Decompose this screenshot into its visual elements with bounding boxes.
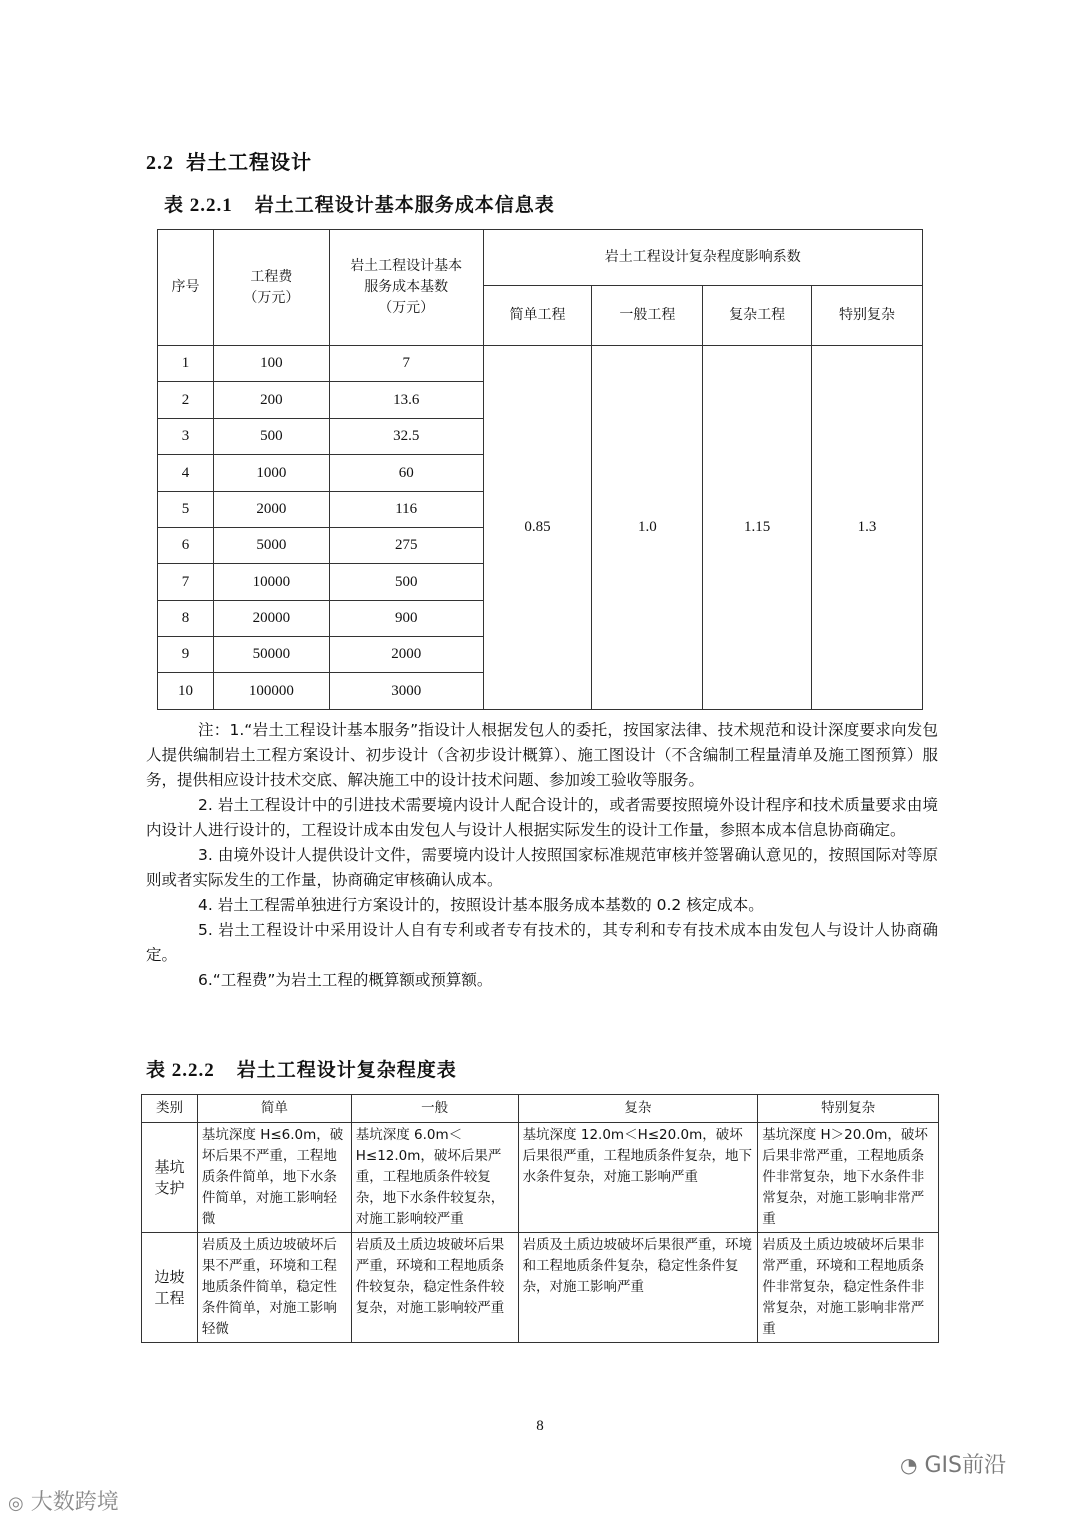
row-category-line2: 工程 [154,1288,185,1307]
complexity-table [141,1094,939,1343]
row-base: 900 [329,601,483,637]
row-fee: 50000 [213,637,329,673]
row-seq: 4 [158,455,214,492]
table-row [158,346,923,382]
note-4: 4. 岩土工程需单独进行方案设计的，按照设计基本服务成本基数的 0.2 核定成本。 [198,896,764,914]
table2-caption-number: 表 2.2.2 [146,1060,215,1081]
row-fee: 20000 [213,601,329,637]
coef-simple: 0.85 [483,346,592,710]
row-seq: 10 [158,673,214,710]
row-seq: 5 [158,492,214,528]
row-fee: 2000 [213,492,329,528]
header-category: 类别 [142,1095,198,1123]
row-base: 500 [329,564,483,601]
section-title: 岩土工程设计 [186,150,312,174]
page-number: 8 [536,1418,544,1434]
table2-caption [146,1055,457,1082]
cell-general: 基坑深度 6.0m＜H≤12.0m，破坏后果严重，工程地质条件较复杂，地下水条件较复杂，对施工影响较严重 [351,1123,518,1233]
row-category-line1: 基坑 [154,1157,185,1176]
row-seq: 8 [158,601,214,637]
row-seq: 7 [158,564,214,601]
row-base: 32.5 [329,419,483,455]
table-row [142,1123,939,1233]
header-simple: 简单 [197,1095,351,1123]
header-complex: 复杂工程 [703,286,812,346]
row-fee: 5000 [213,528,329,564]
section-number: 2.2 [146,152,174,174]
header-fee [213,230,329,346]
header-special: 特别复杂 [758,1095,939,1123]
header-base-unit: （万元） [378,300,435,316]
table1-caption-number: 表 2.2.1 [164,195,233,216]
header-base-line2: 服务成本基数 [364,279,449,295]
cell-special: 基坑深度 H＞20.0m，破坏后果非常严重，工程地质条件非常复杂，地下水条件非常复杂，对施工影响非常严重 [758,1123,939,1233]
row-category [142,1233,198,1343]
coef-general: 1.0 [592,346,703,710]
row-base: 7 [329,346,483,382]
row-base: 116 [329,492,483,528]
coef-special: 1.3 [812,346,923,710]
note-1: 注：1.“岩土工程设计基本服务”指设计人根据发包人的委托，按国家法律、技术规范和设计深度要求向发包人提供编制岩土工程方案设计、初步设计（含初步设计概算）、施工图设计（不含编制工程量清单及施工图预算）服务，提供相应设计技术交底、解决施工中的设计技术问题、参加竣工验收等服务。 [146,721,938,789]
header-fee-unit: （万元） [243,289,300,306]
row-fee: 100000 [213,673,329,710]
header-general: 一般 [351,1095,518,1123]
cell-general: 岩质及土质边坡破坏后果严重，环境和工程地质条件较复杂，稳定性条件较复杂，对施工影响较严重 [351,1233,518,1343]
row-base: 60 [329,455,483,492]
row-base: 275 [329,528,483,564]
table1-notes [146,718,938,993]
row-category-line2: 支护 [154,1178,185,1197]
cost-info-table [157,229,923,710]
header-fee-label: 工程费 [250,268,293,285]
header-special: 特别复杂 [812,286,923,346]
cell-complex: 基坑深度 12.0m＜H≤20.0m，破坏后果很严重，工程地质条件复杂，地下水条件复杂，对施工影响严重 [518,1123,758,1233]
wechat-icon: ◔ [900,1453,918,1477]
note-6: 6.“工程费”为岩土工程的概算额或预算额。 [198,971,493,989]
row-seq: 3 [158,419,214,455]
row-fee: 100 [213,346,329,382]
row-seq: 2 [158,382,214,419]
note-3: 3. 由境外设计人提供设计文件，需要境内设计人按照国家标准规范审核并签署确认意见的，按照国际对等原则或者实际发生的工作量，协商确定审核确认成本。 [146,846,938,889]
row-base: 2000 [329,637,483,673]
row-seq: 6 [158,528,214,564]
row-seq: 9 [158,637,214,673]
row-fee: 1000 [213,455,329,492]
watermark-left-text: 大数跨境 [30,1490,119,1515]
row-category-line1: 边坡 [154,1267,185,1286]
table2-caption-title: 岩土工程设计复杂程度表 [236,1059,457,1081]
header-coef-group: 岩土工程设计复杂程度影响系数 [483,230,922,286]
table1-caption-title: 岩土工程设计基本服务成本信息表 [254,194,555,216]
header-seq: 序号 [158,230,214,346]
header-base [329,230,483,346]
watermark-right [900,1448,1006,1479]
note-5: 5. 岩土工程设计中采用设计人自有专利或者专有技术的，其专利和专有技术成本由发包人与设计人协商确定。 [146,921,938,964]
header-base-line1: 岩土工程设计基本 [350,258,463,274]
note-2: 2. 岩土工程设计中的引进技术需要境内设计人配合设计的，或者需要按照境外设计程序和技术质量要求由境内设计人进行设计的，工程设计成本由发包人与设计人根据实际发生的设计工作量，参照本成本信息协商确定。 [146,796,938,839]
cell-complex: 岩质及土质边坡破坏后果很严重，环境和工程地质条件复杂，稳定性条件复杂，对施工影响严重 [518,1233,758,1343]
row-base: 3000 [329,673,483,710]
watermark-left [8,1485,119,1516]
row-seq: 1 [158,346,214,382]
table-row [142,1233,939,1343]
cell-special: 岩质及土质边坡破坏后果非常严重，环境和工程地质条件非常复杂，稳定性条件非常复杂，对施工影响非常严重 [758,1233,939,1343]
section-heading [146,146,312,175]
row-base: 13.6 [329,382,483,419]
header-general: 一般工程 [592,286,703,346]
cell-simple: 岩质及土质边坡破坏后果不严重，环境和工程地质条件简单，稳定性条件简单，对施工影响轻微 [197,1233,351,1343]
coef-complex: 1.15 [703,346,812,710]
cell-simple: 基坑深度 H≤6.0m，破坏后果不严重，工程地质条件简单，地下水条件简单，对施工影响轻微 [197,1123,351,1233]
row-fee: 10000 [213,564,329,601]
header-complex: 复杂 [518,1095,758,1123]
header-simple: 简单工程 [483,286,592,346]
row-fee: 200 [213,382,329,419]
row-category [142,1123,198,1233]
weibo-icon: ◎ [8,1493,24,1514]
watermark-right-text: GIS前沿 [924,1453,1006,1478]
row-fee: 500 [213,419,329,455]
table1-caption [164,190,555,217]
